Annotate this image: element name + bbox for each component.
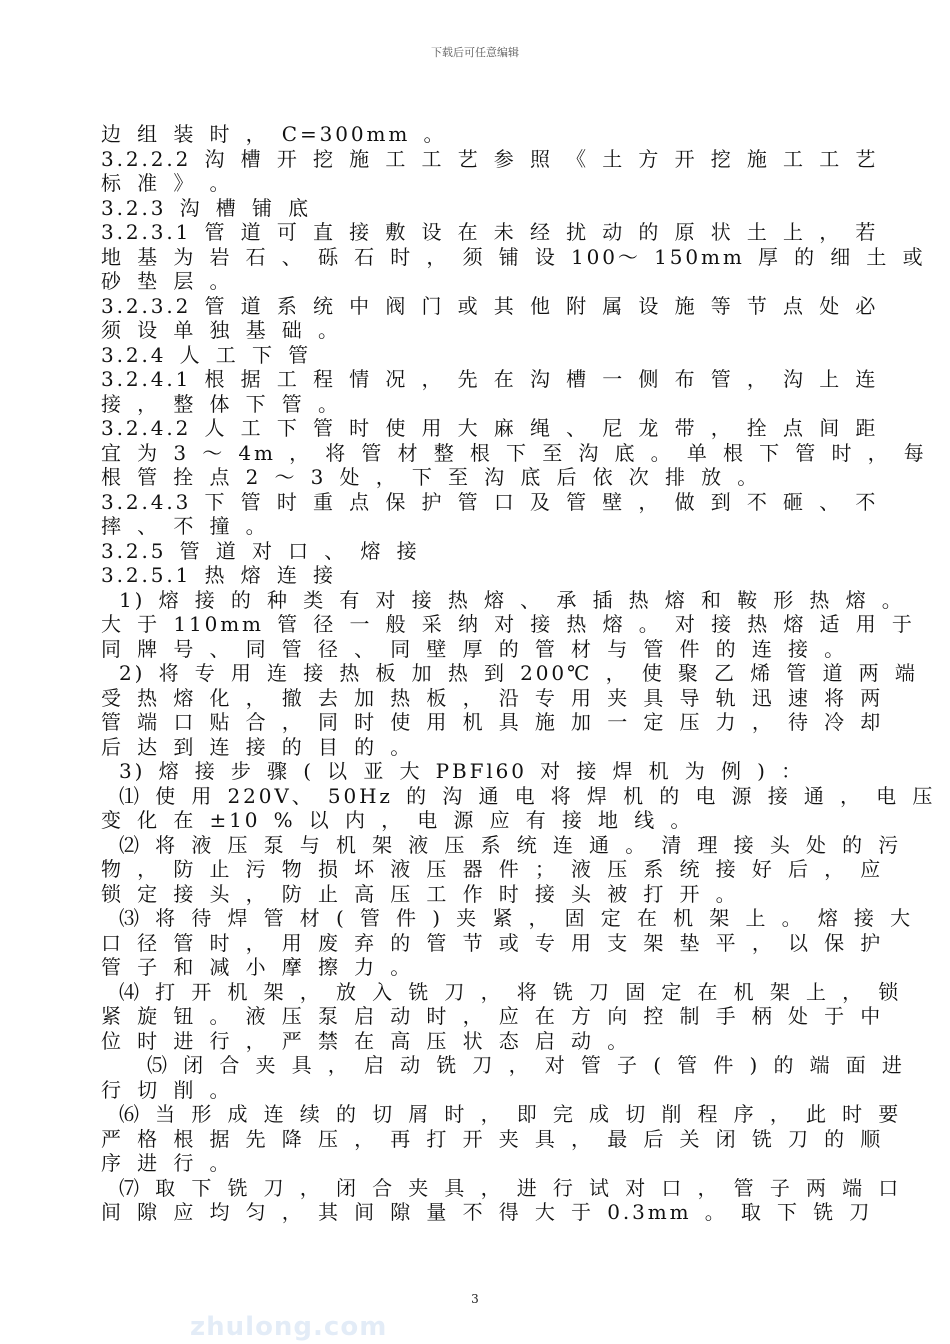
text-line: ⑸ 闭 合 夹 具 ， 启 动 铣 刀 ， 对 管 子 ( 管 件 ) 的 端 面 进	[147, 1053, 905, 1077]
text-line: 须 设 单 独 基 础 。	[101, 318, 341, 342]
text-line: 紧 旋 钮 。 液 压 泵 启 动 时 ， 应 在 方 向 控 制 手 柄 处 于 中	[101, 1004, 884, 1028]
text-line: 位 时 进 行 ， 严 禁 在 高 压 状 态 启 动 。	[101, 1028, 631, 1053]
text-line: 3.2.3.2 管 道 系 统 中 阀 门 或 其 他 附 属 设 施 等 节 点 处 必	[101, 293, 879, 318]
text-line: ⑷ 打 开 机 架 ， 放 入 铣 刀 ， 将 铣 刀 固 定 在 机 架 上 ， 锁	[119, 979, 902, 1004]
text-line: 接 ， 整 体 下 管 。	[101, 391, 341, 416]
text-line: 3) 熔 接 步 骤 ( 以 亚 大 PBFl60 对 接 焊 机 为 例 ) ：	[119, 759, 804, 783]
text-line: ⑵ 将 液 压 泵 与 机 架 液 压 系 统 连 通 。 清 理 接 头 处 的 污	[119, 832, 902, 857]
text-line: 口 径 管 时 ， 用 废 弃 的 管 节 或 专 用 支 架 垫 平 ， 以 保 护	[101, 930, 884, 955]
watermark-logo: zhulong.com	[190, 1312, 388, 1342]
section-heading: 3.2.3 沟 槽 铺 底	[101, 195, 312, 220]
text-line: 行 切 削 。	[101, 1077, 233, 1102]
text-line: 3.2.2.2 沟 槽 开 挖 施 工 工 艺 参 照 《 土 方 开 挖 施 工 工 艺	[101, 146, 879, 171]
text-line: 边 组 装 时 ， C=300mm 。	[101, 122, 447, 146]
section-heading: 3.2.4 人 工 下 管	[101, 342, 312, 367]
text-line: 锁 定 接 头 ， 防 止 高 压 工 作 时 接 头 被 打 开 。	[101, 881, 739, 906]
text-line: 2) 将 专 用 连 接 热 板 加 热 到 200℃ ， 使 聚 乙 烯 管 道 两 端	[119, 661, 918, 685]
text-line: 受 热 熔 化 ， 撤 去 加 热 板 ， 沿 专 用 夹 具 导 轨 迅 速 将 两	[101, 685, 884, 710]
text-line: 宜 为 3 ～ 4m ， 将 管 材 整 根 下 至 沟 底 。 单 根 下 管 时 ， 每	[101, 440, 927, 465]
page-header: 下载后可任意编辑	[431, 46, 519, 59]
text-line: ⑶ 将 待 焊 管 材 ( 管 件 ) 夹 紧 ， 固 定 在 机 架 上 。 熔 接 大	[119, 906, 913, 930]
text-line: 3.2.3.1 管 道 可 直 接 敷 设 在 未 经 扰 动 的 原 状 土 上 ， 若	[101, 220, 879, 244]
text-line: 砂 垫 层 。	[101, 269, 233, 293]
text-line: ⑴ 使 用 220V、 50Hz 的 沟 通 电 将 焊 机 的 电 源 接 通 ， 电 压	[119, 783, 936, 808]
text-line: 3.2.4.1 根 据 工 程 情 况 ， 先 在 沟 槽 一 侧 布 管 ， 沟 上 连	[101, 367, 879, 391]
document-body	[101, 122, 936, 1225]
text-line: 间 隙 应 均 匀 ， 其 间 隙 量 不 得 大 于 0.3mm 。 取 下 铣 刀	[101, 1200, 873, 1224]
text-line: 严 格 根 据 先 降 压 ， 再 打 开 夹 具 ， 最 后 关 闭 铣 刀 的 顺	[101, 1126, 884, 1151]
text-line: 管 端 口 贴 合 ， 同 时 使 用 机 具 施 加 一 定 压 力 ， 待 冷 却	[101, 710, 884, 734]
text-line: 后 达 到 连 接 的 目 的 。	[101, 734, 414, 759]
text-line: ⑹ 当 形 成 连 续 的 切 屑 时 ， 即 完 成 切 削 程 序 ， 此 时 要	[119, 1102, 902, 1126]
text-line: 1) 熔 接 的 种 类 有 对 接 热 熔 、 承 插 热 熔 和 鞍 形 热 熔 。	[119, 587, 905, 612]
text-line: 根 管 拴 点 2 ～ 3 处 ， 下 至 沟 底 后 依 次 排 放 。	[101, 465, 761, 489]
text-line: 大 于 110mm 管 径 一 般 采 纳 对 接 热 熔 。 对 接 热 熔 适 用 于	[101, 612, 915, 636]
text-line: 同 牌 号 、 同 管 径 、 同 壁 厚 的 管 材 与 管 件 的 连 接 。	[101, 636, 848, 661]
text-line: 3.2.4.2 人 工 下 管 时 使 用 大 麻 绳 、 尼 龙 带 ， 拴 点 间 距	[101, 416, 879, 440]
text-line: 变 化 在 ±10 % 以 内 ， 电 源 应 有 接 地 线 。	[101, 808, 694, 832]
text-line: 管 子 和 减 小 摩 擦 力 。	[101, 955, 414, 979]
text-line: ⑺ 取 下 铣 刀 ， 闭 合 夹 具 ， 进 行 试 对 口 ， 管 子 两 端 口	[119, 1175, 902, 1200]
section-heading: 3.2.5.1 热 熔 连 接	[101, 563, 336, 587]
text-line: 摔 、 不 撞 。	[101, 514, 269, 538]
text-line: 物 ， 防 止 污 物 损 坏 液 压 器 件 ； 液 压 系 统 接 好 后 ， 应	[101, 857, 884, 881]
text-line: 序 进 行 。	[101, 1151, 233, 1175]
text-line: 3.2.4.3 下 管 时 重 点 保 护 管 口 及 管 壁 ， 做 到 不 砸 、 不	[101, 489, 879, 514]
text-line: 地 基 为 岩 石 、 砾 石 时 ， 须 铺 设 100～ 150mm 厚 的 细 土 或	[101, 244, 926, 269]
text-line: 标 准 》 。	[101, 171, 233, 195]
page-number: 3	[471, 1292, 479, 1306]
section-heading: 3.2.5 管 道 对 口 、 熔 接	[101, 538, 420, 563]
